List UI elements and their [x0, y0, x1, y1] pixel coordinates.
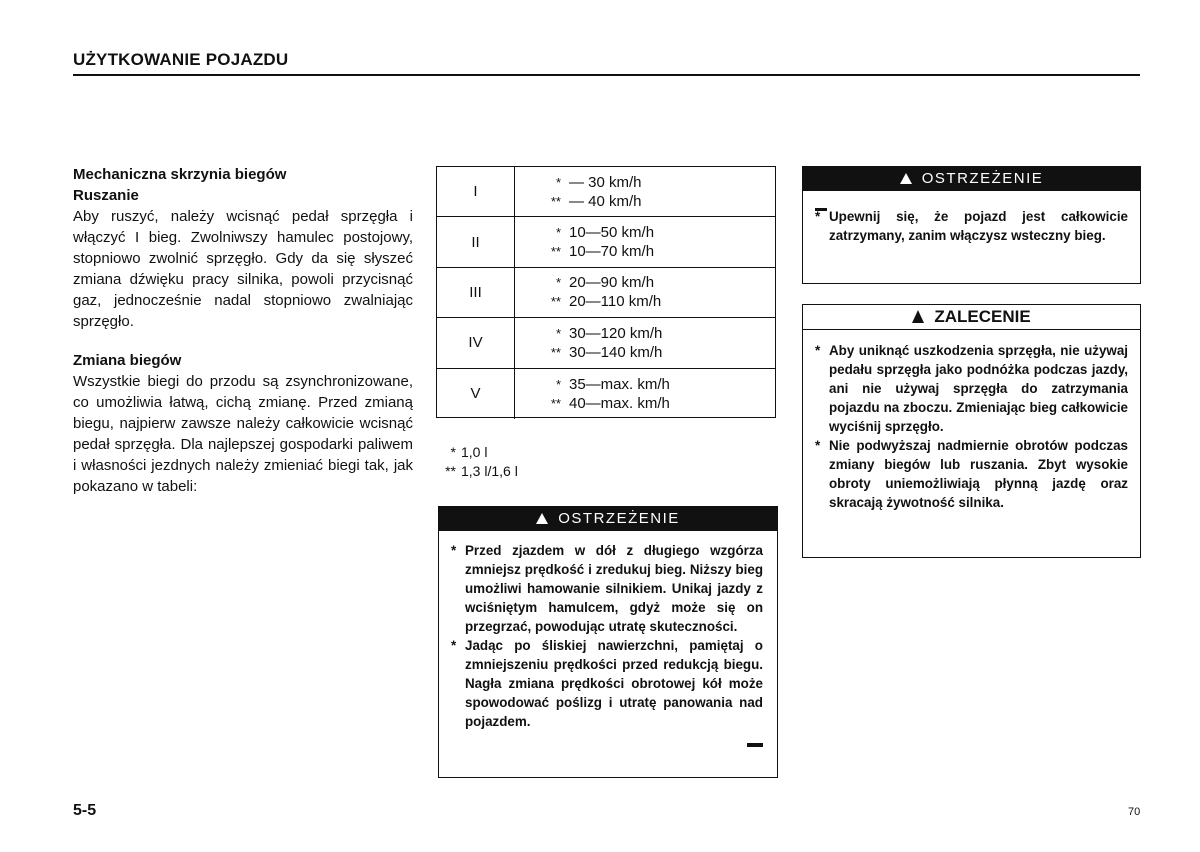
- subsection-heading-starting: Ruszanie: [73, 187, 139, 204]
- table-footnotes: [438, 443, 518, 481]
- section-heading: Mechaniczna skrzynia biegów: [73, 166, 287, 183]
- header-divider: [73, 74, 1140, 76]
- gear-speed-table: [436, 166, 776, 418]
- speed-range: 30—120 km/h: [569, 324, 663, 342]
- section-page-number: 5-5: [73, 802, 97, 819]
- subsection-heading-shifting: Zmiana biegów: [73, 352, 182, 369]
- footnote-mark: **: [550, 344, 561, 360]
- speed-cell: [515, 268, 775, 317]
- warning-body: [803, 191, 1140, 245]
- warning-text: Upewnij się, że pojazd jest całkowicie zatrzymany, zanim włączysz wsteczny bieg.: [829, 209, 1128, 243]
- list-item: [451, 541, 763, 636]
- footnote-mark: *: [450, 444, 456, 460]
- footnote-mark: *: [555, 376, 561, 392]
- footnote-mark: *: [555, 174, 561, 190]
- warning-header: [439, 507, 777, 531]
- gear-cell: II: [437, 217, 515, 266]
- warning-triangle-icon: [536, 513, 548, 524]
- warning-text: Jadąc po śliskiej nawierzchni, pamiętaj o zmniejszeniu prędkości przed redukcją biegu. Nagła zmiana prędkości obrotowej kół może spowodować poślizg i utratę panowania nad pojazdem.: [465, 638, 763, 729]
- speed-cell: [515, 369, 775, 419]
- warning-text: Przed zjazdem w dół z długiego wzgórza zmniejsz prędkość i zredukuj bieg. Niższy bieg umożliwi hamowanie silnikiem. Unikaj jazdy z wciśniętym hamulcem, gdyż może się on przegrzać, powodując utratę skuteczności.: [465, 543, 763, 634]
- warning-body: [439, 531, 777, 752]
- footnote-mark: **: [550, 193, 561, 209]
- speed-range: — 30 km/h: [569, 173, 642, 191]
- footnote-mark: **: [445, 463, 456, 479]
- page-number: 70: [1128, 806, 1141, 818]
- gear-cell: V: [437, 369, 515, 419]
- footnote-mark: **: [550, 244, 561, 260]
- speed-range: 10—50 km/h: [569, 224, 655, 242]
- recommendation-box: [802, 304, 1141, 558]
- recommendation-title: ZALECENIE: [934, 307, 1031, 326]
- table-row: [437, 268, 775, 318]
- warning-box-downhill: [438, 506, 778, 778]
- list-item: [815, 207, 1128, 245]
- page-title: UŻYTKOWANIE POJAZDU: [73, 50, 289, 69]
- speed-range: 20—90 km/h: [569, 274, 655, 292]
- recommendation-text: Aby uniknąć uszkodzenia sprzęgła, nie używaj pedału sprzęgła jako podnóżka podczas jazdy, ani nie używaj sprzęgła do zatrzymania pojazdu na zboczu. Zmieniając bieg całkowicie wyciśnij sprzęgło.: [829, 343, 1128, 434]
- bullet-mark: *: [815, 343, 821, 358]
- bullet-mark: *: [451, 543, 457, 558]
- recommendation-body: [803, 330, 1140, 512]
- speed-range: 40—max. km/h: [569, 394, 670, 412]
- warning-box-reverse: [802, 166, 1141, 284]
- bullet-mark: *: [815, 438, 821, 453]
- footnote-mark: **: [550, 294, 561, 310]
- footnote-text: 1,0 l: [461, 444, 488, 460]
- speed-range: 35—max. km/h: [569, 375, 670, 393]
- warning-triangle-icon: [900, 173, 912, 184]
- list-item: [815, 436, 1128, 512]
- table-row: [437, 369, 775, 419]
- paragraph-shifting: Wszystkie biegi do przodu są zsynchronizowane, co umożliwia łatwą, cichą zmianę. Przed zmianą biegu, najpierw zawsze należy całkowicie wcisnąć pedał sprzęgła. Dla najlepszej gospodarki paliwem i własności jezdnych należy zmieniać biegi tak, jak pokazano w tabeli:: [73, 373, 413, 495]
- footnote-text: 1,3 l/1,6 l: [461, 463, 518, 479]
- warning-title: OSTRZEŻENIE: [921, 170, 1044, 187]
- speed-range: — 40 km/h: [569, 192, 642, 210]
- speed-range: 30—140 km/h: [569, 343, 663, 361]
- speed-cell: [515, 318, 775, 367]
- footnote-mark: *: [555, 275, 561, 291]
- recommendation-header: [803, 305, 1140, 330]
- bullet-mark: *: [815, 209, 821, 224]
- table-row: [437, 318, 775, 368]
- gear-cell: III: [437, 268, 515, 317]
- footnote-mark: *: [555, 325, 561, 341]
- warning-title: OSTRZEŻENIE: [558, 510, 680, 527]
- bullet-mark: *: [451, 638, 457, 653]
- footnote-mark: **: [550, 395, 561, 411]
- speed-cell: [515, 217, 775, 266]
- gear-cell: I: [437, 167, 515, 216]
- speed-range: 20—110 km/h: [569, 293, 662, 311]
- continue-arrow-icon: [747, 743, 763, 747]
- gear-cell: IV: [437, 318, 515, 367]
- list-item: [815, 341, 1128, 436]
- recommendation-text: Nie podwyższaj nadmiernie obrotów podczas zmiany biegów lub ruszania. Zbyt wysokie obroty uniemożliwiają płynną jazdę oraz skracają żywotność silnika.: [829, 438, 1128, 510]
- list-item: [451, 636, 763, 731]
- footnote-mark: *: [555, 225, 561, 241]
- left-column: [73, 164, 413, 497]
- paragraph-starting: Aby ruszyć, należy wcisnąć pedał sprzęgła i włączyć I bieg. Zwolniwszy hamulec postojowy, stopniowo zwolnić sprzęgło. Gdy da się słyszeć zmiana dźwięku pracy silnika, powoli przycisnąć gaz, jednocześnie nadal stopniowo zwalniając sprzęgło.: [73, 208, 413, 330]
- speed-range: 10—70 km/h: [569, 243, 655, 261]
- warning-header: [803, 167, 1140, 191]
- speed-cell: [515, 167, 775, 216]
- table-row: [437, 217, 775, 267]
- table-row: [437, 167, 775, 217]
- warning-triangle-icon: [912, 310, 924, 323]
